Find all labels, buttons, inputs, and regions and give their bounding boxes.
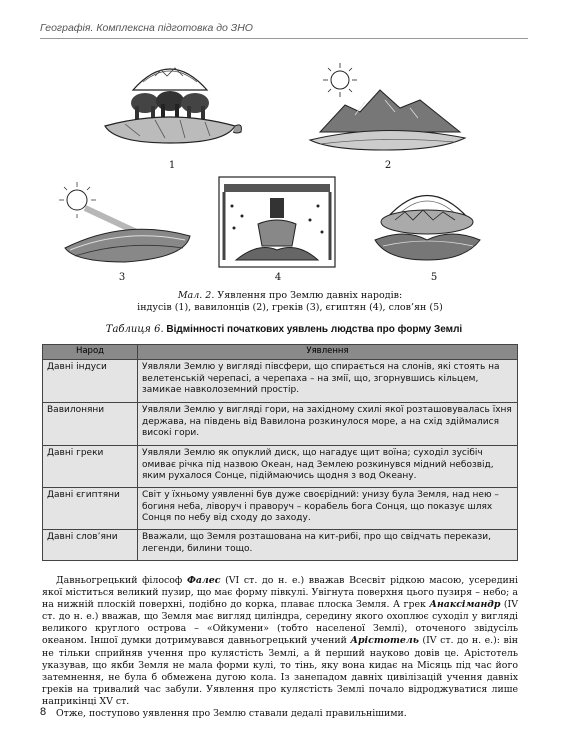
table-cell-idea: Уявляли Землю як опуклий диск, що нагадує щит воїна; суходіл зусібіч омиває річка під назвою Океан, над Землею розкинувся мідний небозвід, яким рухалося Сонце, підіймаючись щодня з вод Океану. [138, 446, 518, 488]
name-thales: Фалес [186, 575, 221, 586]
slavic-earth-on-whales-illustration [365, 178, 490, 268]
caption-lead: Мал. 2. [177, 290, 215, 301]
table-header-idea: Уявлення [138, 345, 518, 360]
table-cell-idea: Світ у їхньому уявленні був дуже своєрідний: унизу була Земля, над нею – богиня неба, ліворуч і праворуч – корабель бога Сонця, що показує шлях Сонця по небу від сходу до заходу. [138, 488, 518, 530]
page-number: 8 [40, 706, 47, 718]
table-cell-people: Вавилоняни [43, 403, 138, 446]
illustration-number-2: 2 [384, 160, 392, 171]
table-cell-idea: Уявляли Землю у вигляді гори, на західному схилі якої розташовувалась їхня держава, на південь від Вавилона розкинулося море, а на схід здіймалися високі гори. [138, 403, 518, 446]
comparison-table [42, 344, 518, 561]
table-title-text: Відмінності початкових уявлень людства про форму Землі [163, 324, 463, 335]
p1-d: (IV ст. до н. е.): він не тільки сприйняв учення про кулястість Землі, а й перший науково довів це. Арістотель указував, що якби Земля не мала форми кулі, то тінь, яку вона кидає на Місяць під час його затемнення, не була б обмежена дугою кола. Із занепадом давніх цивілізацій учення давніх греків на тривалий час забули. Уявлення про кулястість Землі почало відроджуватися лише наприкінці XV ст. [42, 635, 518, 707]
table-cell-people: Давні слов’яни [43, 530, 138, 561]
table-row [43, 360, 518, 403]
illustration-number-4: 4 [274, 272, 282, 283]
p1-b: (VI ст. до н. е.) вважав Всесвіт рідкою масою, усередині якої міститься великий пузир, що має форму півкулі. Увігнута поверхня цього пузиря – небо; а на нижній плоскій поверхні, подібно до корка, плаває плоска Земля. А грек [42, 575, 518, 611]
illustration-number-5: 5 [430, 272, 438, 283]
body-text [42, 575, 518, 720]
p1-c: (IV ст. до н. е.) вважав, що Земля має вигляд циліндра, середину якого охоплює суходіл у вигляді великого круглого острова – «Ойкумени» (тобто населеної Землі), оточеного звідусіль океаном. Іншої думки дотримувався давньогрецький учений [42, 599, 518, 647]
elephants-turtle-earth-illustration [95, 48, 245, 153]
table-row [43, 488, 518, 530]
name-aristotle: Арістотель [350, 635, 419, 647]
p1-a: Давньогрецький філософ [56, 575, 187, 586]
earth-on-whale-illustration [300, 60, 470, 152]
egyptian-earth-illustration [218, 176, 336, 268]
caption-line2: індусів (1), вавилонців (2), греків (3), єгиптян (4), слов’ян (5) [137, 302, 443, 313]
table-title [40, 324, 528, 335]
table-cell-people: Давні індуси [43, 360, 138, 403]
table-cell-people: Давні греки [43, 446, 138, 488]
caption-line1: Уявлення про Землю давніх народів: [214, 290, 403, 301]
illustration-number-3: 3 [118, 272, 126, 283]
paragraph-1 [42, 575, 518, 708]
earth-on-snake-illustration [55, 178, 195, 268]
table-cell-idea: Вважали, що Земля розташована на кит-рибі, про що свідчать перекази, легенди, билини тощо. [138, 530, 518, 561]
table-title-lead: Таблиця 6. [105, 324, 164, 335]
illustration-number-1: 1 [168, 160, 176, 171]
table-row [43, 530, 518, 561]
table-cell-people: Давні єгиптяни [43, 488, 138, 530]
table-row [43, 403, 518, 446]
table-header-people: Народ [43, 345, 138, 360]
page-header: Географія. Комплексна підготовка до ЗНО [40, 22, 253, 34]
header-divider [40, 38, 528, 39]
name-anaximander: Анаксімандр [429, 599, 501, 611]
table-cell-idea: Уявляли Землю у вигляді півсфери, що спирається на слонів, які стоять на велетенській черепасі, а черепаха – на змії, що, згорнувшись кільцем, замикае навколоземний простір. [138, 360, 518, 403]
table-row [43, 446, 518, 488]
figure-caption [100, 290, 480, 314]
paragraph-2: Отже, поступово уявлення про Землю ставали дедалі правильнішими. [56, 708, 407, 720]
